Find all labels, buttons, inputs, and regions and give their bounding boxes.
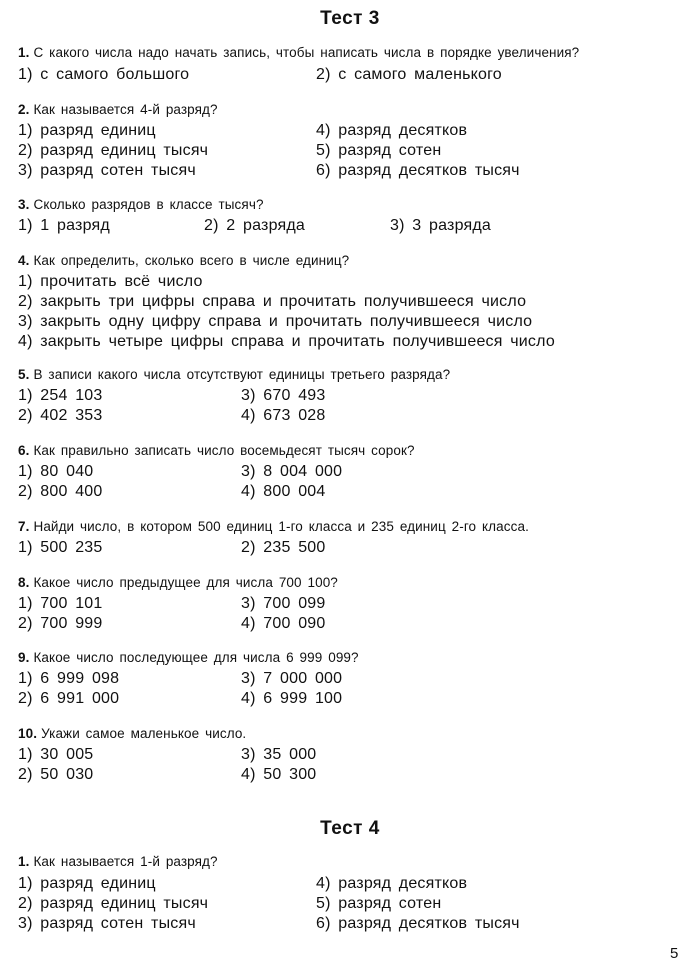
test4-question-1 (18, 854, 218, 869)
answer-7-2: 2) 235 500 (241, 539, 326, 556)
answer-10-3: 3) 35 000 (241, 746, 317, 763)
question-number: 5. (18, 367, 30, 382)
question-text: Как правильно записать число восемьдесят тысяч сорок? (33, 443, 415, 458)
answer-4-2: 2) закрыть три цифры справа и прочитать получившееся число (18, 293, 527, 310)
answer-6-1: 1) 80 040 (18, 463, 94, 480)
question-number: 6. (18, 443, 30, 458)
answer-3-2: 2) 2 разряда (204, 217, 305, 234)
question-number: 1. (18, 854, 30, 869)
answer-2-1: 1) разряд единиц (18, 122, 156, 139)
question-text: Как называется 1-й разряд? (33, 854, 218, 869)
test3-title: Тест 3 (320, 8, 380, 29)
test4-title: Тест 4 (320, 818, 380, 839)
question-9 (18, 650, 359, 665)
answer-10-1: 1) 30 005 (18, 746, 94, 763)
question-7 (18, 519, 529, 534)
answer-2-6: 6) разряд десятков тысяч (316, 162, 520, 179)
test4-answer-1-1: 1) разряд единиц (18, 875, 156, 892)
answer-2-4: 4) разряд десятков (316, 122, 468, 139)
test4-answer-1-5: 5) разряд сотен (316, 895, 442, 912)
question-number: 4. (18, 253, 30, 268)
answer-5-4: 4) 673 028 (241, 407, 326, 424)
answer-2-3: 3) разряд сотен тысяч (18, 162, 196, 179)
answer-4-3: 3) закрыть одну цифру справа и прочитать получившееся число (18, 313, 533, 330)
question-text: Укажи самое маленькое число. (41, 726, 247, 741)
answer-6-3: 3) 8 004 000 (241, 463, 343, 480)
question-text: Какое число предыдущее для числа 700 100? (33, 575, 338, 590)
answer-9-3: 3) 7 000 000 (241, 670, 343, 687)
test4-answer-1-3: 3) разряд сотен тысяч (18, 915, 196, 932)
answer-8-4: 4) 700 090 (241, 615, 326, 632)
answer-9-4: 4) 6 999 100 (241, 690, 343, 707)
question-8 (18, 575, 338, 590)
question-number: 9. (18, 650, 30, 665)
question-text: Найди число, в котором 500 единиц 1-го класса и 235 единиц 2-го класса. (33, 519, 529, 534)
question-number: 10. (18, 726, 38, 741)
answer-4-4: 4) закрыть четыре цифры справа и прочитать получившееся число (18, 333, 555, 350)
answer-10-4: 4) 50 300 (241, 766, 317, 783)
answer-3-1: 1) 1 разряд (18, 217, 110, 234)
question-10 (18, 726, 246, 741)
question-number: 2. (18, 102, 30, 117)
answer-4-1: 1) прочитать всё число (18, 273, 203, 290)
question-1 (18, 45, 579, 60)
test4-answer-1-6: 6) разряд десятков тысяч (316, 915, 520, 932)
answer-7-1: 1) 500 235 (18, 539, 103, 556)
question-text: Сколько разрядов в классе тысяч? (33, 197, 264, 212)
question-5 (18, 367, 450, 382)
answer-3-3: 3) 3 разряда (390, 217, 491, 234)
answer-9-2: 2) 6 991 000 (18, 690, 120, 707)
question-text: С какого числа надо начать запись, чтобы написать числа в порядке увеличения? (33, 45, 580, 60)
answer-6-2: 2) 800 400 (18, 483, 103, 500)
page-number: 5 (670, 945, 679, 962)
answer-8-3: 3) 700 099 (241, 595, 326, 612)
question-number: 8. (18, 575, 30, 590)
question-number: 7. (18, 519, 30, 534)
question-number: 1. (18, 45, 30, 60)
answer-2-5: 5) разряд сотен (316, 142, 442, 159)
question-4 (18, 253, 349, 268)
test4-answer-1-4: 4) разряд десятков (316, 875, 468, 892)
answer-6-4: 4) 800 004 (241, 483, 326, 500)
question-2 (18, 102, 218, 117)
answer-5-2: 2) 402 353 (18, 407, 103, 424)
answer-1-1: 1) с самого большого (18, 66, 190, 83)
answer-5-3: 3) 670 493 (241, 387, 326, 404)
question-number: 3. (18, 197, 30, 212)
question-6 (18, 443, 415, 458)
question-text: В записи какого числа отсутствуют единицы третьего разряда? (33, 367, 451, 382)
answer-1-2: 2) с самого маленького (316, 66, 502, 83)
answer-8-1: 1) 700 101 (18, 595, 103, 612)
answer-8-2: 2) 700 999 (18, 615, 103, 632)
answer-10-2: 2) 50 030 (18, 766, 94, 783)
answer-5-1: 1) 254 103 (18, 387, 103, 404)
question-text: Как называется 4-й разряд? (33, 102, 218, 117)
question-text: Как определить, сколько всего в числе единиц? (33, 253, 350, 268)
question-3 (18, 197, 264, 212)
test4-answer-1-2: 2) разряд единиц тысяч (18, 895, 209, 912)
answer-9-1: 1) 6 999 098 (18, 670, 120, 687)
question-text: Какое число последующее для числа 6 999 099? (33, 650, 359, 665)
answer-2-2: 2) разряд единиц тысяч (18, 142, 209, 159)
